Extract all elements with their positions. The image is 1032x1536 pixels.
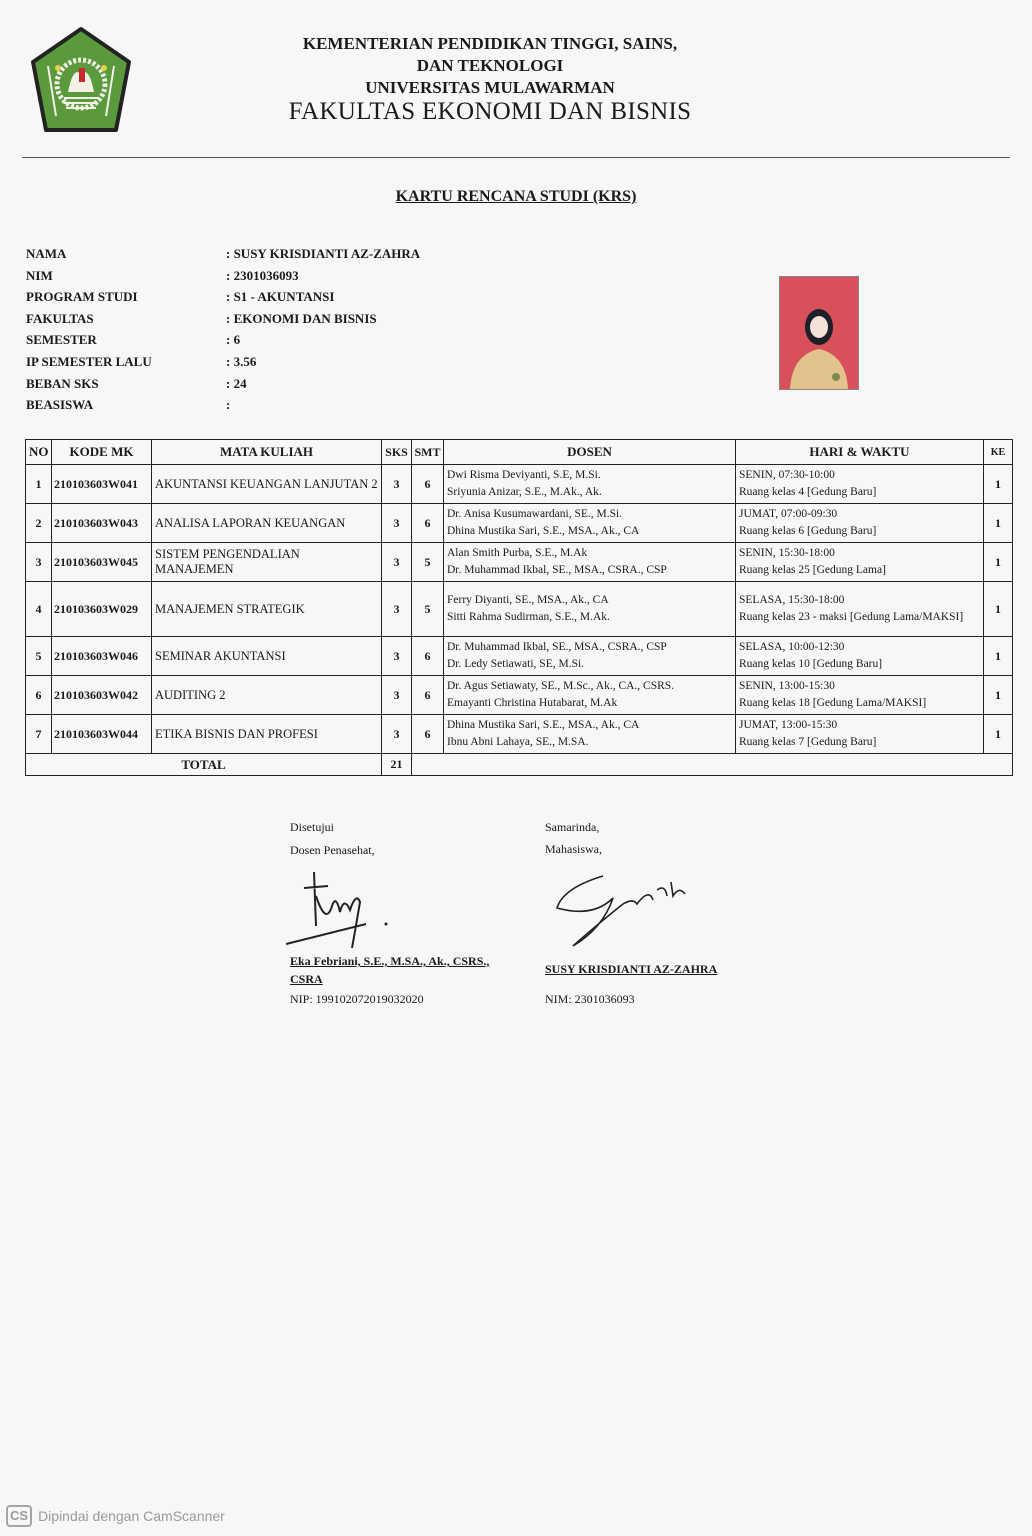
- cell-mata-kuliah: AKUNTANSI KEUANGAN LANJUTAN 2: [152, 465, 382, 504]
- cell-dosen: [444, 637, 736, 676]
- cell-hari-waktu: [736, 582, 984, 637]
- cell-hari-waktu: [736, 543, 984, 582]
- advisor-nip: NIP: 199102072019032020: [290, 992, 424, 1006]
- hari: SELASA, 15:30-18:00: [739, 594, 845, 606]
- dosen-2: Dhina Mustika Sari, S.E., MSA., Ak., CA: [447, 525, 640, 537]
- cell-kode: 210103603W044: [52, 715, 152, 754]
- cell-smt: 5: [412, 543, 444, 582]
- dosen-1: Ferry Diyanti, SE., MSA., Ak., CA: [447, 594, 609, 606]
- ruang: Ruang kelas 7 [Gedung Baru]: [739, 736, 877, 748]
- dosen-1: Dr. Anisa Kusumawardani, SE., M.Si.: [447, 508, 623, 520]
- cell-hari-waktu: [736, 637, 984, 676]
- table-row: [26, 676, 1013, 715]
- ruang: Ruang kelas 4 [Gedung Baru]: [739, 486, 877, 498]
- cell-hari-waktu: [736, 465, 984, 504]
- cell-dosen: [444, 676, 736, 715]
- table-row: [26, 715, 1013, 754]
- col-header-ke: KE: [984, 440, 1013, 465]
- cell-dosen: [444, 582, 736, 637]
- cell-sks: 3: [382, 543, 412, 582]
- cell-ke: 1: [984, 637, 1013, 676]
- table-row: [26, 504, 1013, 543]
- cell-kode: 210103603W043: [52, 504, 152, 543]
- cell-smt: 6: [412, 465, 444, 504]
- cell-mata-kuliah: ANALISA LAPORAN KEUANGAN: [152, 504, 382, 543]
- dosen-1: Dwi Risma Deviyanti, S.E, M.Si.: [447, 469, 601, 481]
- advisor-signature: [286, 866, 406, 958]
- cell-mata-kuliah: ETIKA BISNIS DAN PROFESI: [152, 715, 382, 754]
- cell-mata-kuliah: SEMINAR AKUNTANSI: [152, 637, 382, 676]
- cell-dosen: [444, 465, 736, 504]
- approved-label: Disetujui: [290, 820, 334, 834]
- cell-ke: 1: [984, 715, 1013, 754]
- info-label: NAMA: [26, 246, 67, 261]
- cell-no: 4: [26, 582, 52, 637]
- col-header-kode: KODE MK: [52, 440, 152, 465]
- hari: SENIN, 07:30-10:00: [739, 469, 835, 481]
- col-header-hari-waktu: HARI & WAKTU: [736, 440, 984, 465]
- cell-dosen: [444, 715, 736, 754]
- cell-ke: 1: [984, 676, 1013, 715]
- dosen-2: Dr. Ledy Setiawati, SE, M.Si.: [447, 658, 585, 670]
- dosen-1: Dr. Agus Setiawaty, SE., M.Sc., Ak., CA., CSRS.: [447, 680, 675, 692]
- col-header-mata-kuliah: MATA KULIAH: [152, 440, 382, 465]
- university-crest-icon: [28, 26, 134, 138]
- hari: SELASA, 10:00-12:30: [739, 641, 845, 653]
- cell-sks: 3: [382, 504, 412, 543]
- info-value: : SUSY KRISDIANTI AZ-ZAHRA: [226, 246, 421, 261]
- cell-smt: 5: [412, 582, 444, 637]
- cell-hari-waktu: [736, 504, 984, 543]
- dosen-1: Dr. Muhammad Ikbal, SE., MSA., CSRA., CSP: [447, 641, 667, 653]
- col-header-sks: SKS: [382, 440, 412, 465]
- cell-kode: 210103603W041: [52, 465, 152, 504]
- info-label: IP SEMESTER LALU: [26, 353, 152, 369]
- col-header-no: NO: [26, 440, 52, 465]
- info-label: SEMESTER: [26, 332, 97, 348]
- ruang: Ruang kelas 10 [Gedung Baru]: [739, 658, 883, 670]
- cell-kode: 210103603W042: [52, 676, 152, 715]
- cell-hari-waktu: [736, 715, 984, 754]
- cell-ke: 1: [984, 504, 1013, 543]
- cell-dosen: [444, 504, 736, 543]
- cell-sks: 3: [382, 582, 412, 637]
- cell-sks: 3: [382, 715, 412, 754]
- cell-ke: 1: [984, 582, 1013, 637]
- hari: JUMAT, 07:00-09:30: [739, 508, 838, 520]
- total-label: TOTAL: [26, 754, 382, 776]
- table-row: [26, 543, 1013, 582]
- student-signature: [553, 868, 693, 953]
- info-label: FAKULTAS: [26, 310, 94, 326]
- cell-dosen: [444, 543, 736, 582]
- dosen-2: Sriyunia Anizar, S.E., M.Ak., Ak.: [447, 486, 602, 498]
- cell-no: 7: [26, 715, 52, 754]
- dosen-2: Dr. Muhammad Ikbal, SE., MSA., CSRA., CSP: [447, 564, 667, 576]
- col-header-smt: SMT: [412, 440, 444, 465]
- camscanner-watermark: [6, 1505, 225, 1527]
- cell-no: 2: [26, 504, 52, 543]
- info-value: :: [226, 397, 231, 413]
- ruang: Ruang kelas 6 [Gedung Baru]: [739, 525, 877, 537]
- cell-smt: 6: [412, 715, 444, 754]
- cell-ke: 1: [984, 543, 1013, 582]
- advisor-role: Dosen Penasehat,: [290, 843, 375, 857]
- hari: SENIN, 15:30-18:00: [739, 547, 835, 559]
- ministry-name-cont: DAN TEKNOLOGI: [416, 56, 564, 75]
- info-label: BEBAN SKS: [26, 375, 99, 391]
- info-value: : 3.56: [226, 353, 257, 369]
- hari: JUMAT, 13:00-15:30: [739, 719, 838, 731]
- dosen-1: Dhina Mustika Sari, S.E., MSA., Ak., CA: [447, 719, 640, 731]
- total-sks: 21: [382, 754, 412, 776]
- cell-sks: 3: [382, 676, 412, 715]
- student-photo: [779, 276, 859, 390]
- cell-ke: 1: [984, 465, 1013, 504]
- total-empty: [412, 754, 1013, 776]
- cell-smt: 6: [412, 504, 444, 543]
- cell-kode: 210103603W046: [52, 637, 152, 676]
- info-value: : EKONOMI DAN BISNIS: [226, 310, 377, 326]
- info-value: : 2301036093: [226, 267, 299, 283]
- advisor-name-line2: CSRA: [290, 972, 323, 986]
- cell-no: 1: [26, 465, 52, 504]
- cell-no: 3: [26, 543, 52, 582]
- table-row: [26, 637, 1013, 676]
- cell-sks: 3: [382, 465, 412, 504]
- cell-no: 5: [26, 637, 52, 676]
- cell-smt: 6: [412, 637, 444, 676]
- info-label: NIM: [26, 267, 53, 283]
- info-value: : 24: [226, 375, 247, 391]
- total-row: [26, 754, 1013, 776]
- cell-sks: 3: [382, 637, 412, 676]
- table-row: [26, 465, 1013, 504]
- cell-hari-waktu: [736, 676, 984, 715]
- dosen-2: Ibnu Abni Lahaya, SE., M.SA.: [447, 736, 589, 748]
- student-role: Mahasiswa,: [545, 842, 602, 856]
- student-nim: NIM: 2301036093: [545, 992, 635, 1006]
- student-name: SUSY KRISDIANTI AZ-ZAHRA: [545, 962, 718, 976]
- cell-no: 6: [26, 676, 52, 715]
- city-label: Samarinda,: [545, 820, 600, 834]
- hari: SENIN, 13:00-15:30: [739, 680, 835, 692]
- header-divider: [22, 157, 1010, 158]
- course-table: [25, 439, 1013, 776]
- col-header-dosen: DOSEN: [444, 440, 736, 465]
- dosen-2: Sitti Rahma Sudirman, S.E., M.Ak.: [447, 611, 610, 623]
- ruang: Ruang kelas 23 - maksi [Gedung Lama/MAKSI]: [739, 611, 964, 623]
- cell-mata-kuliah: SISTEM PENGENDALIAN MANAJEMEN: [152, 543, 382, 582]
- advisor-name-line1: Eka Febriani, S.E., M.SA., Ak., CSRS.,: [290, 954, 490, 968]
- cell-kode: 210103603W029: [52, 582, 152, 637]
- cell-mata-kuliah: MANAJEMEN STRATEGIK: [152, 582, 382, 637]
- camscanner-logo-icon: CS: [6, 1505, 32, 1527]
- dosen-1: Alan Smith Purba, S.E., M.Ak: [447, 547, 588, 559]
- ruang: Ruang kelas 25 [Gedung Lama]: [739, 564, 886, 576]
- dosen-2: Emayanti Christina Hutabarat, M.Ak: [447, 697, 618, 709]
- faculty-name: FAKULTAS EKONOMI DAN BISNIS: [288, 98, 692, 125]
- ministry-name: KEMENTERIAN PENDIDIKAN TINGGI, SAINS,: [302, 34, 678, 53]
- table-header-row: [26, 440, 1013, 465]
- cell-smt: 6: [412, 676, 444, 715]
- info-value: : S1 - AKUNTANSI: [226, 289, 335, 305]
- info-value: : 6: [226, 332, 241, 348]
- info-label: PROGRAM STUDI: [26, 289, 138, 305]
- info-label: BEASISWA: [26, 397, 94, 413]
- table-row: [26, 582, 1013, 637]
- document-title: KARTU RENCANA STUDI (KRS): [395, 188, 637, 205]
- scanner-text: Dipindai dengan CamScanner: [38, 1508, 225, 1524]
- ruang: Ruang kelas 18 [Gedung Lama/MAKSI]: [739, 697, 927, 709]
- cell-kode: 210103603W045: [52, 543, 152, 582]
- university-name: UNIVERSITAS MULAWARMAN: [365, 78, 615, 97]
- cell-mata-kuliah: AUDITING 2: [152, 676, 382, 715]
